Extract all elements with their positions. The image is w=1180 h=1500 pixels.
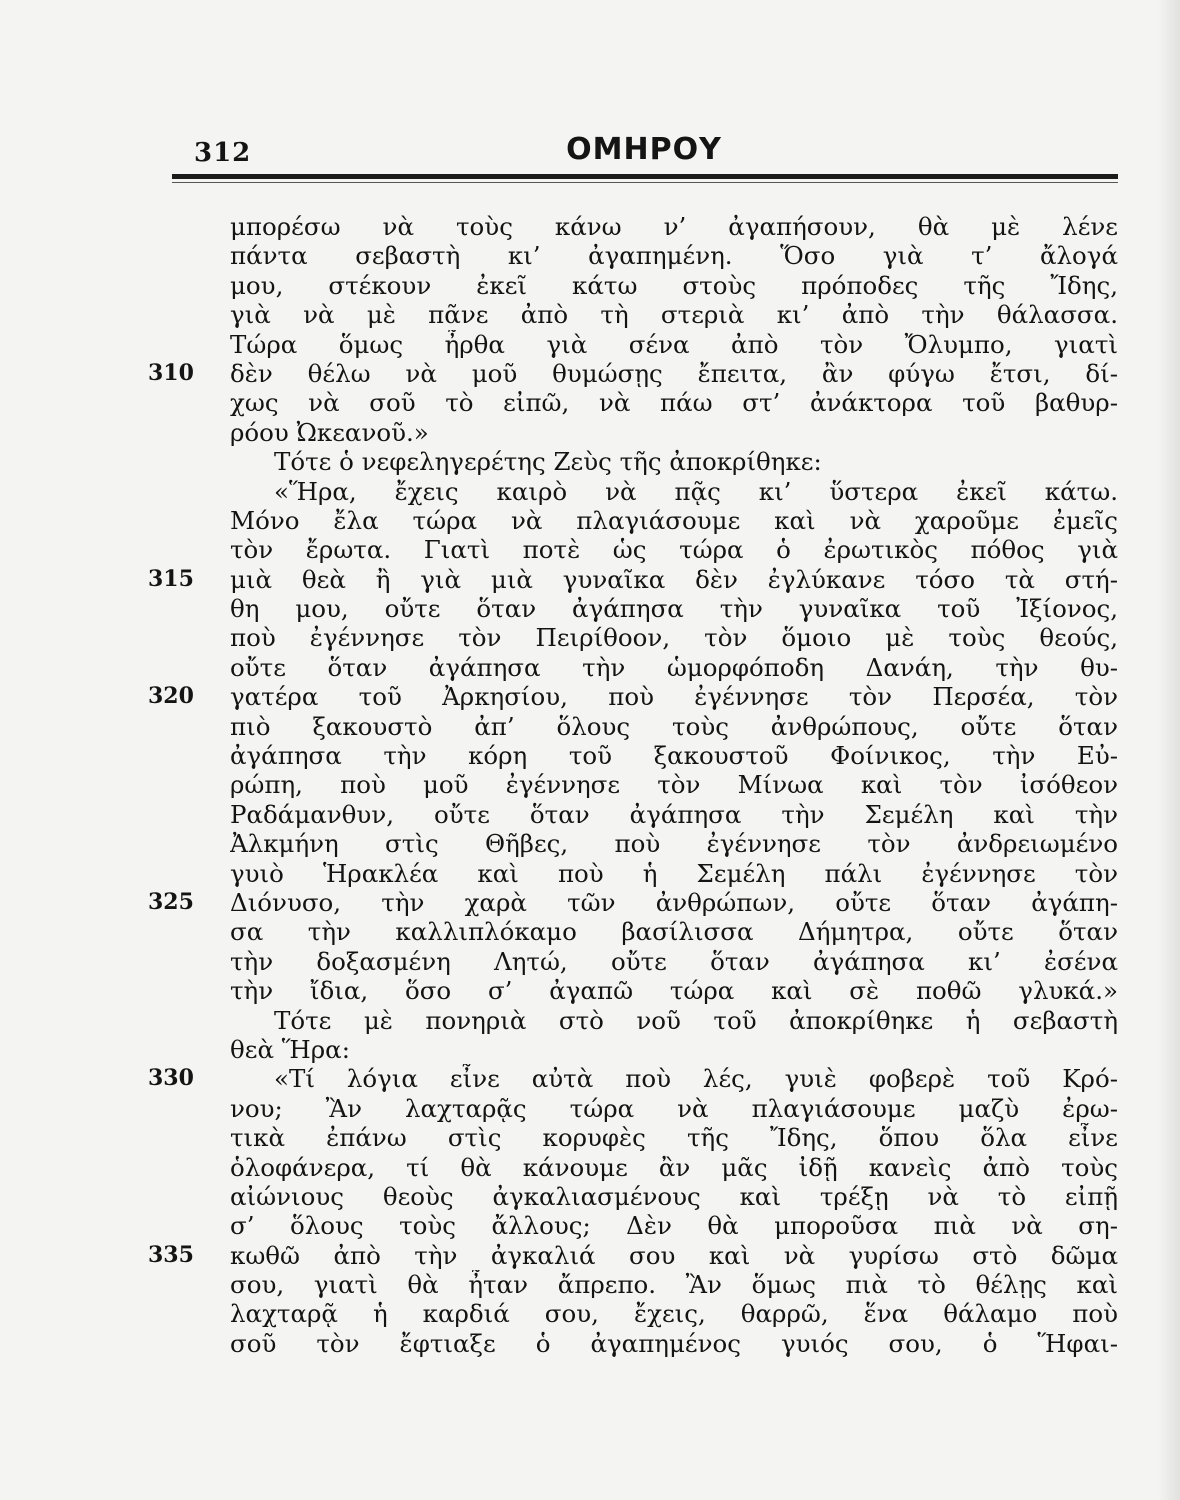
line-text: Ραδάμανθυν, οὔτε ὅταν ἀγάπησα τὴν Σεμέλη καὶ τὴν [230, 799, 1118, 829]
line-text: αἰώνιους θεοὺς ἀγκαλιασμένους καὶ τρέξῃ νὰ τὸ εἰπῇ [230, 1181, 1118, 1211]
text-line [148, 1182, 1118, 1211]
line-text: Τότε ὁ νεφεληγερέτης Ζεὺς τῆς ἀποκρίθηκε: [274, 447, 822, 477]
header-rule [172, 174, 1118, 179]
line-text: Τώρα ὅμως ἦρθα γιὰ σένα ἀπὸ τὸν Ὄλυμπο, γιατὶ [230, 329, 1118, 359]
text-line [148, 859, 1118, 888]
text-line [148, 1035, 1118, 1064]
running-title: ΟΜΗΡΟΥ [566, 132, 722, 167]
page-edge-shadow [1158, 0, 1180, 1500]
line-text: «Τί λόγια εἶνε αὐτὰ ποὺ λές, γυιὲ φοβερὲ τοῦ Κρό- [274, 1064, 1118, 1094]
line-text: σου, γιατὶ θὰ ἦταν ἄπρεπο. Ἂν ὅμως πιὰ τὸ θέλῃς καὶ [230, 1270, 1118, 1300]
line-text: μιὰ θεὰ ἢ γιὰ μιὰ γυναῖκα δὲν ἐγλύκανε τόσο τὰ στή- [230, 564, 1118, 594]
text-line [148, 388, 1118, 417]
line-text: τὴν δοξασμένη Λητώ, οὔτε ὅταν ἀγάπησα κι’ ἐσένα [230, 946, 1118, 976]
text-line [148, 477, 1118, 506]
text-line [148, 1006, 1118, 1035]
line-text: ρόου Ὠκεανοῦ.» [230, 417, 429, 447]
line-text: μου, στέκουν ἐκεῖ κάτω στοὺς πρόποδες τῆς Ἴδης, [230, 270, 1118, 300]
line-text: ὁλοφάνερα, τί θὰ κάνουμε ἂν μᾶς ἰδῇ κανεὶς ἀπὸ τοὺς [230, 1152, 1118, 1182]
page-number: 312 [194, 138, 252, 168]
line-text: Τότε μὲ πονηριὰ στὸ νοῦ τοῦ ἀποκρίθηκε ἡ σεβαστὴ [274, 1005, 1118, 1035]
line-number: 310 [148, 359, 194, 386]
line-text: τὸν ἔρωτα. Γιατὶ ποτὲ ὡς τώρα ὁ ἐρωτικὸς πόθος γιὰ [230, 535, 1118, 565]
text-line [148, 1094, 1118, 1123]
line-text: ποὺ ἐγέννησε τὸν Πειρίθοον, τὸν ὅμοιο μὲ τοὺς θεούς, [230, 623, 1118, 653]
line-number: 330 [148, 1065, 194, 1092]
text-line [148, 770, 1118, 799]
text-line [148, 712, 1118, 741]
line-text: ἀγάπησα τὴν κόρη τοῦ ξακουστοῦ Φοίνικος, τὴν Εὐ- [230, 741, 1118, 771]
line-text: γυιὸ Ἡρακλέα καὶ ποὺ ἡ Σεμέλη πάλι ἐγέννησε τὸν [230, 858, 1118, 888]
text-line [148, 359, 1118, 388]
text-line [148, 1064, 1118, 1093]
line-text: τὴν ἴδια, ὅσο σ’ ἀγαπῶ τώρα καὶ σὲ ποθῶ γλυκά.» [230, 976, 1118, 1006]
text-line [148, 829, 1118, 858]
line-number: 335 [148, 1241, 194, 1268]
line-text: γιὰ νὰ μὲ πᾶνε ἀπὸ τὴ στεριὰ κι’ ἀπὸ τὴν θάλασσα. [230, 300, 1118, 330]
line-text: λαχταρᾷ ἡ καρδιά σου, ἔχεις, θαρρῶ, ἕνα θάλαμο ποὺ [230, 1299, 1118, 1329]
text-block [148, 212, 1118, 1358]
line-text: πάντα σεβαστὴ κι’ ἀγαπημένη. Ὅσο γιὰ τ’ ἄλογά [230, 241, 1118, 271]
text-line [148, 947, 1118, 976]
line-text: Διόνυσο, τὴν χαρὰ τῶν ἀνθρώπων, οὔτε ὅταν ἀγάπη- [230, 887, 1118, 917]
line-text: τικὰ ἐπάνω στὶς κορυφὲς τῆς Ἴδης, ὅπου ὅλα εἶνε [230, 1123, 1118, 1153]
line-text: θη μου, οὔτε ὅταν ἀγάπησα τὴν γυναῖκα τοῦ Ἰξίονος, [230, 594, 1118, 624]
header-rule-thin [172, 182, 1118, 183]
text-line [148, 1211, 1118, 1240]
line-text: ρώπη, ποὺ μοῦ ἐγέννησε τὸν Μίνωα καὶ τὸν ἰσόθεον [230, 770, 1118, 800]
line-text: θεὰ Ἥρα: [230, 1034, 350, 1064]
line-text: χως νὰ σοῦ τὸ εἰπῶ, νὰ πάω στ’ ἀνάκτορα τοῦ βαθυρ- [230, 388, 1118, 418]
line-text: «Ἥρα, ἔχεις καιρὸ νὰ πᾷς κι’ ὕστερα ἐκεῖ κάτω. [274, 476, 1118, 506]
line-text: γατέρα τοῦ Ἀρκησίου, ποὺ ἐγέννησε τὸν Περσέα, τὸν [230, 682, 1118, 712]
line-text: δὲν θέλω νὰ μοῦ θυμώσῃς ἔπειτα, ἂν φύγω ἔτσι, δί- [230, 358, 1118, 388]
text-line [148, 330, 1118, 359]
text-line [148, 447, 1118, 476]
text-line [148, 594, 1118, 623]
text-line [148, 888, 1118, 917]
text-line [148, 800, 1118, 829]
text-line [148, 1123, 1118, 1152]
text-line [148, 682, 1118, 711]
text-line [148, 241, 1118, 270]
line-text: οὔτε ὅταν ἀγάπησα τὴν ὡμορφόποδη Δανάη, τὴν θυ- [230, 652, 1118, 682]
text-line [148, 300, 1118, 329]
line-text: σοῦ τὸν ἔφτιαξε ὁ ἀγαπημένος γυιός σου, ὁ Ἥφαι- [230, 1328, 1118, 1358]
text-line [148, 271, 1118, 300]
line-text: Μόνο ἔλα τώρα νὰ πλαγιάσουμε καὶ νὰ χαροῦμε ἐμεῖς [230, 505, 1118, 535]
text-line [148, 565, 1118, 594]
line-number: 320 [148, 683, 194, 710]
text-line [148, 1299, 1118, 1328]
line-number: 325 [148, 888, 194, 915]
text-line [148, 1153, 1118, 1182]
line-text: νου; Ἂν λαχταρᾷς τώρα νὰ πλαγιάσουμε μαζὺ ἐρω- [230, 1093, 1118, 1123]
text-line [148, 1241, 1118, 1270]
text-line [148, 418, 1118, 447]
text-line [148, 976, 1118, 1005]
line-text: σα τὴν καλλιπλόκαμο βασίλισσα Δήμητρα, οὔτε ὅταν [230, 917, 1118, 947]
line-number: 315 [148, 565, 194, 592]
line-text: πιὸ ξακουστὸ ἀπ’ ὅλους τοὺς ἀνθρώπους, οὔτε ὅταν [230, 711, 1118, 741]
text-line [148, 506, 1118, 535]
line-text: σ’ ὅλους τοὺς ἄλλους; Δὲν θὰ μποροῦσα πιὰ νὰ ση- [230, 1211, 1118, 1241]
text-line [148, 1329, 1118, 1358]
text-line [148, 917, 1118, 946]
text-line [148, 535, 1118, 564]
text-line [148, 623, 1118, 652]
text-line [148, 1270, 1118, 1299]
text-line [148, 741, 1118, 770]
text-line [148, 653, 1118, 682]
page-header [170, 128, 1118, 168]
line-text: κωθῶ ἀπὸ τὴν ἀγκαλιά σου καὶ νὰ γυρίσω στὸ δῶμα [230, 1240, 1118, 1270]
text-line [148, 212, 1118, 241]
line-text: Ἀλκμήνη στὶς Θῆβες, ποὺ ἐγέννησε τὸν ἀνδρειωμένο [230, 829, 1118, 859]
line-text: μπορέσω νὰ τοὺς κάνω ν’ ἀγαπήσουν, θὰ μὲ λένε [230, 212, 1118, 241]
